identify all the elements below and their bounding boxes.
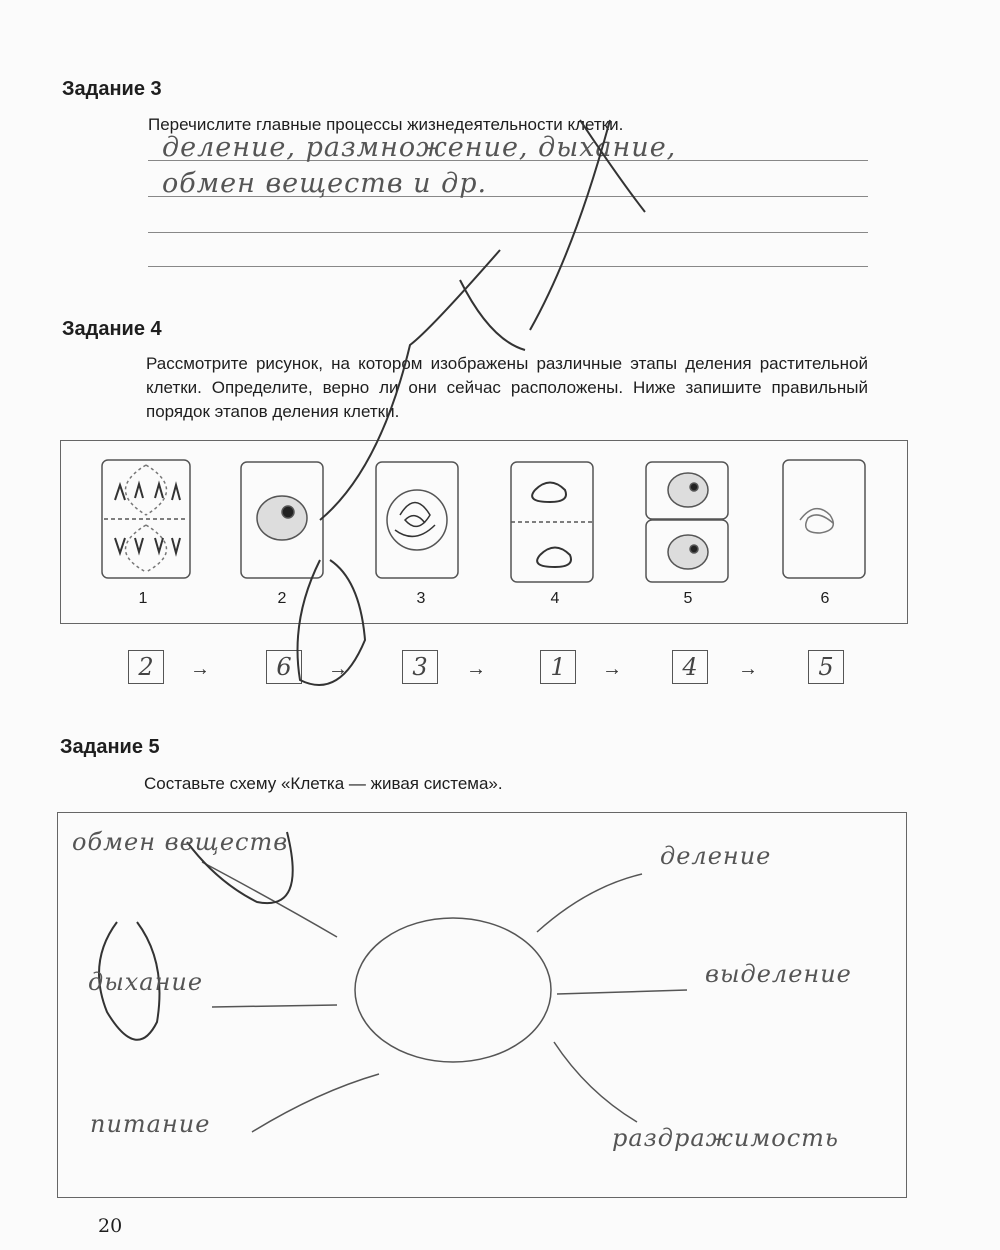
task4-question: Рассмотрите рисунок, на котором изображены различные этапы деления растительной клетки. Определите, верно ли они сейчас расположены. Ниже запишите правильный порядок этапов деления клетки. — [146, 354, 868, 421]
page-number: 20 — [98, 1215, 123, 1237]
cell-division-drawings — [60, 440, 910, 630]
figure-number: 4 — [550, 590, 560, 607]
task3-question: Перечислите главные процессы жизнедеятельности клетки. — [148, 115, 624, 134]
figure-number: 2 — [277, 590, 287, 607]
task5-question: Составьте схему «Клетка — живая система». — [144, 774, 503, 793]
figure-number: 3 — [416, 590, 426, 607]
answer-box[interactable]: 1 — [540, 650, 576, 684]
scheme-label-division: деление — [660, 842, 772, 870]
arrow-icon: → — [738, 658, 758, 680]
task3-title: Задание 3 — [62, 78, 162, 100]
task3-answer-line2: обмен веществ и др. — [162, 168, 488, 199]
answer-box[interactable]: 2 — [128, 650, 164, 684]
arrow-icon: → — [328, 658, 348, 680]
answer-box[interactable]: 5 — [808, 650, 844, 684]
scheme-label-irritability: раздражимость — [612, 1124, 839, 1152]
figure-number: 5 — [683, 590, 693, 607]
answer-line — [148, 266, 868, 267]
answer-box[interactable]: 4 — [672, 650, 708, 684]
scheme-label-respiration: дыхание — [88, 968, 204, 996]
scheme-label-excretion: выделение — [705, 960, 852, 988]
task3-answer-line1: деление, размножение, дыхание, — [162, 132, 677, 163]
arrow-icon: → — [466, 658, 486, 680]
figure-number: 6 — [820, 590, 830, 607]
answer-box[interactable]: 6 — [266, 650, 302, 684]
answer-line — [148, 232, 868, 233]
scheme-label-metabolism: обмен веществ — [72, 828, 289, 856]
answer-box[interactable]: 3 — [402, 650, 438, 684]
scheme-label-nutrition: питание — [90, 1110, 211, 1138]
arrow-icon: → — [602, 658, 622, 680]
task4-title: Задание 4 — [62, 318, 162, 340]
task5-title: Задание 5 — [60, 736, 160, 758]
figure-number: 1 — [138, 590, 148, 607]
arrow-icon: → — [190, 658, 210, 680]
